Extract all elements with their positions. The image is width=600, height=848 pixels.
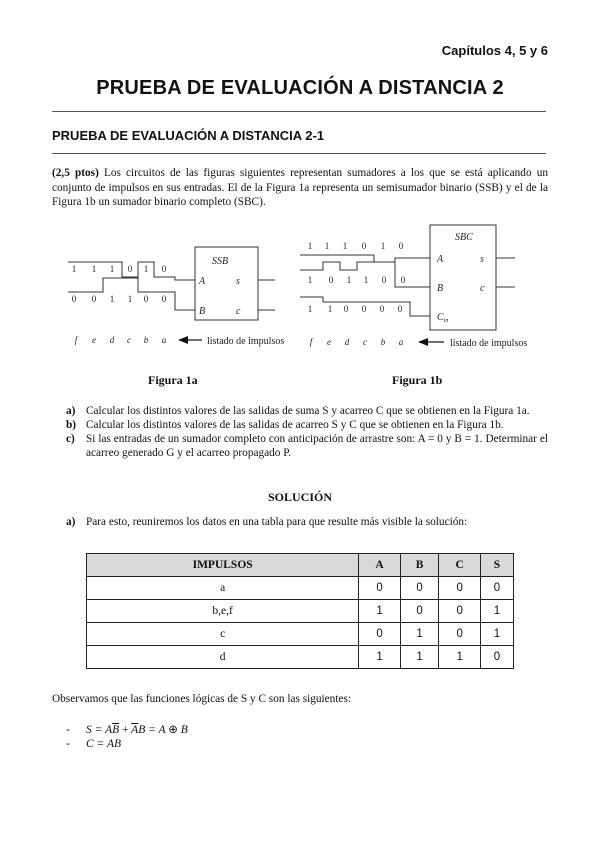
cell: d: [87, 646, 359, 669]
pulse-letter: d: [344, 337, 350, 347]
figure-1a-caption: Figura 1a: [148, 373, 198, 387]
equation-s: - $S = A\overline{B} + \overline{A}B = A$ ⊕ B: [66, 724, 188, 736]
header-s: S: [480, 554, 513, 577]
cell: c: [87, 623, 359, 646]
ssb-label: SSB: [212, 256, 229, 267]
fig-a-row-a-bits: [72, 264, 167, 274]
intro-text: Los circuitos de las figuras siguientes representan sumadores a los que se está aplicando un conjunto de impulsos en sus entradas. El de la Figura 1a representa un semisumador binario (SSB) y el de la Figura 1b un sumador binario completo (SBC).: [52, 167, 548, 208]
bit: 0: [400, 275, 406, 285]
fig-b-pulse-letters: [310, 337, 404, 347]
table-row: [87, 600, 514, 623]
bit: 0: [361, 241, 367, 251]
section-subtitle: PRUEBA DE EVALUACIÓN A DISTANCIA 2-1: [52, 128, 325, 143]
table-row: [87, 623, 514, 646]
bit: 1: [127, 294, 133, 304]
pulse-letter: c: [127, 335, 131, 345]
sbc-input-cin: $C_{in}$: [437, 312, 449, 324]
pulse-letter: f: [74, 335, 78, 345]
fig-b-row-b-bits: [308, 275, 406, 285]
equation-c: - C = AB: [66, 738, 122, 750]
fig-b-arrow-icon: [418, 338, 428, 346]
questions-list: [66, 404, 548, 460]
pulse-letter: d: [109, 335, 115, 345]
bit: 0: [161, 294, 167, 304]
bit: 1: [307, 241, 313, 251]
table-row: [87, 646, 514, 669]
bit: 1: [307, 304, 313, 314]
pulse-letter: f: [309, 337, 313, 347]
cell: 0: [359, 577, 401, 600]
pulse-letter: b: [380, 337, 386, 347]
cell: 1: [359, 646, 401, 669]
pulse-letter: e: [92, 335, 96, 345]
question-item: c) Si las entradas de un sumador completo con anticipación de arrastre son: A = 0 y B = 1. Determinar el acarreo generado G y el acarreo propagado P.: [66, 433, 548, 459]
sbc-output-c: c: [480, 283, 485, 294]
solution-a: a) Para esto, reuniremos los datos en una tabla para que resulte más visible la solución:: [66, 516, 468, 528]
cell: b,e,f: [87, 600, 359, 623]
xor-symbol: ⊕: [168, 724, 178, 736]
sbc-label: SBC: [455, 232, 473, 243]
bit: 0: [328, 275, 334, 285]
pulse-letter: e: [327, 337, 331, 347]
cell: 0: [400, 577, 439, 600]
cell: a: [87, 577, 359, 600]
bit: 1: [380, 241, 386, 251]
cell: 0: [400, 600, 439, 623]
page-title: PRUEBA DE EVALUACIÓN A DISTANCIA 2: [96, 77, 504, 99]
bit: 1: [342, 241, 348, 251]
table-row: [87, 577, 514, 600]
cell: 1: [400, 646, 439, 669]
cell: 1: [400, 623, 439, 646]
sbc-input-b: B: [437, 283, 444, 294]
cell: 0: [439, 577, 481, 600]
fig-b-row-c-bits: [308, 304, 403, 314]
cell: 0: [480, 577, 513, 600]
header-c: C: [439, 554, 481, 577]
logic-intro: Observamos que las funciones lógicas de S y C son las siguientes:: [52, 693, 352, 705]
bit: 0: [91, 294, 97, 304]
bit: 1: [143, 264, 149, 274]
cell: 1: [480, 623, 513, 646]
bit: 0: [361, 304, 367, 314]
bit: 1: [307, 275, 313, 285]
pulse-letter: a: [398, 337, 404, 347]
bit: 1: [324, 241, 330, 251]
bit: 1: [109, 264, 115, 274]
header-impulsos: IMPULSOS: [87, 554, 359, 577]
question-item: a) Calcular los distintos valores de las salidas de suma S y acarreo C que se obtienen en la Figura 1a.: [66, 405, 530, 417]
bit: 1: [71, 264, 77, 274]
header-b: B: [400, 554, 439, 577]
bit: 1: [346, 275, 352, 285]
chapters-label: Capítulos 4, 5 y 6: [441, 43, 548, 58]
fig-b-row-a-bits: [308, 241, 404, 251]
bit: 1: [109, 294, 115, 304]
fig-a-pulse-letters: [75, 335, 167, 345]
points-label: (2,5 ptos): [52, 167, 99, 179]
bit: 0: [398, 241, 404, 251]
bit: 0: [71, 294, 77, 304]
cell: 1: [359, 600, 401, 623]
cell: 1: [439, 646, 481, 669]
cell: 0: [439, 623, 481, 646]
bit: 0: [397, 304, 403, 314]
figure-1b-caption: Figura 1b: [392, 373, 443, 387]
cell: 0: [359, 623, 401, 646]
table-header-row: [87, 554, 514, 577]
fig-b-row-a-wave: [300, 255, 430, 262]
cell: 0: [480, 646, 513, 669]
bit: 0: [127, 264, 133, 274]
pulse-letter: b: [143, 335, 149, 345]
fig-a-pulse-caption: listado de impulsos: [207, 336, 285, 347]
ssb-input-a: A: [199, 276, 206, 287]
cell: 0: [439, 600, 481, 623]
pulse-letter: c: [363, 337, 367, 347]
fig-a-arrow-icon: [178, 336, 188, 344]
ssb-output-s: s: [236, 276, 240, 287]
sbc-input-a: A: [437, 254, 444, 265]
bit: 0: [143, 294, 149, 304]
question-item: b) Calcular los distintos valores de las salidas de acarreo S y C que se obtienen en la Figura 1b.: [66, 419, 504, 431]
fig-a-row-b-bits: [72, 294, 167, 304]
truth-table: [86, 553, 514, 669]
solution-heading: SOLUCIÓN: [267, 490, 332, 504]
bit: 0: [381, 275, 387, 285]
bit: 0: [379, 304, 385, 314]
ssb-output-c: c: [236, 306, 241, 317]
figures-diagram: [0, 0, 600, 400]
sbc-output-s: s: [480, 254, 484, 265]
cell: 1: [480, 600, 513, 623]
bit: 1: [327, 304, 333, 314]
fig-b-pulse-caption: listado de impulsos: [450, 338, 528, 349]
bit: 0: [343, 304, 349, 314]
bit: 0: [161, 264, 167, 274]
bit: 1: [363, 275, 369, 285]
bit: 1: [91, 264, 97, 274]
ssb-input-b: B: [199, 306, 206, 317]
header-a: A: [359, 554, 401, 577]
pulse-letter: a: [161, 335, 167, 345]
